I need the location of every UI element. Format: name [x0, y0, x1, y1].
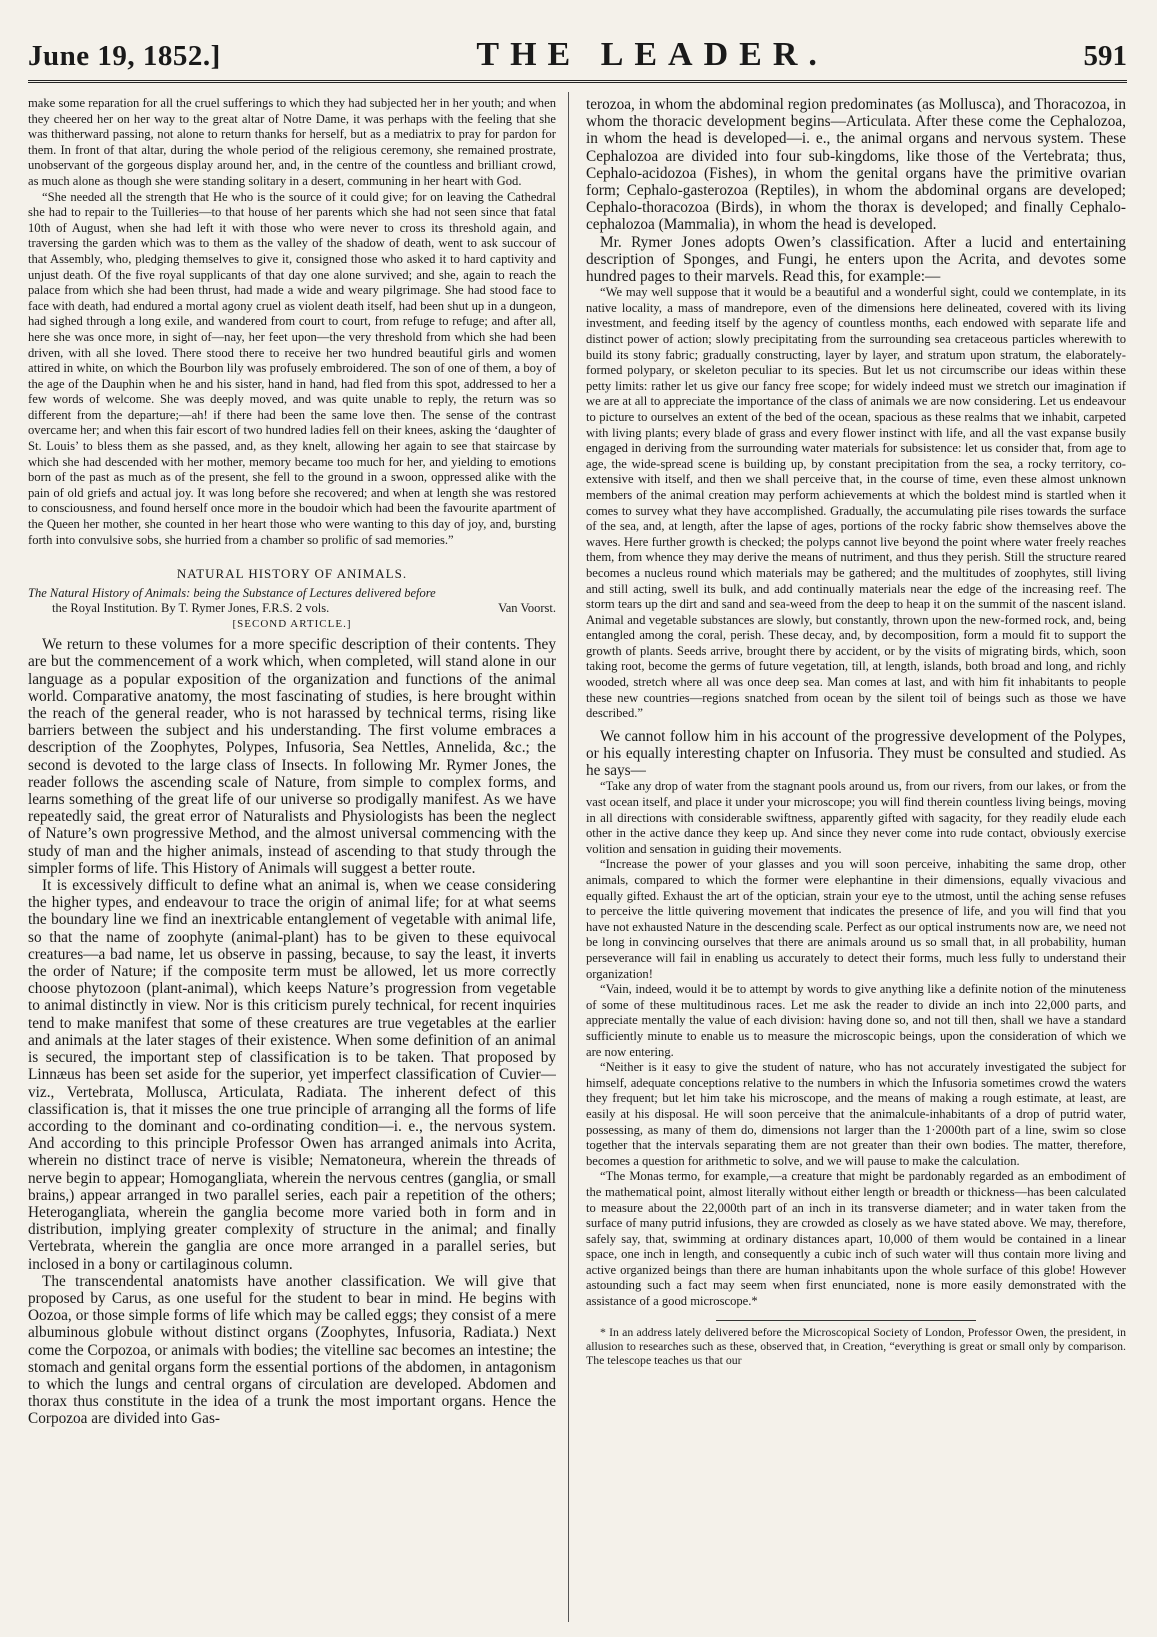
body-paragraph: It is excessively difficult to define what an animal is, when we cease considering the higher types, and endeavour to trace the origin of animal life; for at what seems the boundary line we find an inextricable entanglement of vegetable with animal life, so that the name of zoophyte (animal-plant) has to be given to these equivocal creatures—a bad name, let us observe in passing, because, to say the least, it inverts the order of Nature; if the composite term must be allowed, let us more correctly choose phytozoon (plant-animal), which keeps Nature’s progression from vegetable to animal distinctly in view. Nor is this criticism purely technical, for recent inquiries tend to make manifest that some of these creatures are true vegetables at the earlier and animals at the later stages of their existence. When some definition of an animal is secured, the important step of classification is to be taken. That proposed by Linnæus has been set aside for the superior, yet imperfect classification of Cuvier—viz., Vertebrata, Mollusca, Articulata, Radiata. The inherent defect of this classification is, that it misses the one true principle of arranging all the forms of life according to the dominant and co-ordinating condition—i. e., the nervous system. And according to this principle Professor Owen has arranged animals into Acrita, wherein no distinct trace of nerve is visible; Nematoneura, wherein the threads of nerve begin to appear; Homogangliata, wherein the nervous centres (ganglia, or small brains,) appear arranged in two parallel series, each pair a repetition of the others; Heterogangliata, wherein the ganglia become more varied both in form and in distribution, implying greater complexity of structure in the animal; and finally Vertebrata, wherein the ganglia are once more arranged in a parallel series, but inclosed in a bony or cartilaginous column.	[28, 877, 556, 1273]
footnote: * In an address lately delivered before the Microscopical Society of London, Professor Owen, the president, in allusion to researches such as these, observed that, in Creation, “everything is great or small only by comparison. The telescope teaches us that our	[586, 1324, 1126, 1367]
body-paragraph: We cannot follow him in his account of the progressive development of the Polypes, or his equally interesting chapter on Infusoria. They must be consulted and studied. As he says—	[586, 727, 1126, 780]
body-paragraph: terozoa, in whom the abdominal region predominates (as Mollusca), and Thoracozoa, in whom the thoracic development begins—Articulata. After these come the Cephalozoa, in whom the head is developed—i. e., the animal organs and nervous system. These Cephalozoa are divided into four sub-kingdoms, like those of the Vertebrata; thus, Cephalo-acidozoa (Fishes), in whom the genital organs have the primitive ovarian form; Cephalo-gasterozoa (Reptiles), in whom the abdominal organs are developed; Cephalo-thoracozoa (Birds), in whom the thorax is developed; and finally Cephalo-cephalozoa (Mammalia), in whom the head is developed.	[586, 96, 1126, 234]
quote-paragraph: “The Monas termo, for example,—a creature that might be pardonably regarded as an embodiment of the mathematical point, almost literally without either length or breadth or thickness—has been calculated to measure about the 22,000th part of an inch in its transverse diameter; and in water taken from the surface of many putrid infusions, they are crowded as closely as we have stated above. We may, therefore, safely say, that, swimming at ordinary distances apart, 10,000 of them would be contained in a linear space, one inch in length, and consequently a cubic inch of such water will thus contain more living and active organized beings than there are human inhabitants upon the whole surface of this globe! However astounding such a fact may seem when first enunciated, none is more easily demonstrated with the assistance of a good microscope.*	[586, 1169, 1126, 1309]
book-meta	[28, 601, 556, 616]
quote-paragraph: “Neither is it easy to give the student of nature, who has not accurately investigated the subject for himself, adequate conceptions relative to the numbers in which the Infusoria sometimes crowd the waters they frequent; but let him take his microscope, and the means of making a rough estimate, at least, are easily at his disposal. He will soon perceive that the animalcule-inhabitants of a drop of putrid water, possessing, as many of them do, dimensions not larger than the 1·2000th part of a line, swim so close together that the intervals separating them are not greater than their own bodies. The matter, therefore, becomes a question for arithmetic to solve, and we will pause to make the calculation.	[586, 1060, 1126, 1168]
book-publisher: Van Voorst.	[498, 601, 556, 616]
right-column	[586, 96, 1126, 1626]
book-author: the Royal Institution. By T. Rymer Jones, F.R.S. 2 vols.	[52, 601, 330, 616]
footnote-rule	[716, 1320, 976, 1321]
body-paragraph: We return to these volumes for a more specific description of their contents. They are but the commencement of a work which, when completed, will stand alone in our language as a popular exposition of the organization and functions of the animal world. Comparative anatomy, the most fascinating of studies, is here brought within the reach of the general reader, who is not harassed by technical terms, rising like barriers between the subject and his understanding. The first volume embraces a description of the Zoophytes, Polypes, Infusoria, Sea Nettles, Annelida, &c.; the second is devoted to the large class of Insects. In following Mr. Rymer Jones, the reader follows the ascending scale of Nature, from simple to complex forms, and learns something of the great life of our universe so prodigally manifest. As we have repeatedly said, the great error of Naturalists and Physiologists has been the neglect of Nature’s own progressive Method, and the almost universal commencing with the study of man and the higher animals, instead of ascending to that study through the simpler forms of life. This History of Animals will suggest a better route.	[28, 636, 556, 877]
section-title: NATURAL HISTORY OF ANIMALS.	[176, 566, 408, 582]
quote-paragraph: “She needed all the strength that He who is the source of it could give; for on leaving the Cathedral she had to repair to the Tuilleries—to that house of her parents which she had not seen since that fatal 10th of August, when she had left it with those who were never to cross its threshold again, and traversing the garden which was to them as the valley of the shadow of death, went to ask succour of that Assembly, who, pledging themselves to give it, consigned those who asked it to hard captivity and unjust death. Of the five royal supplicants of that day one alone survived; and she, again to reach the palace from which she had been thrust, had made a wide and weary pilgrimage. She had stood face to face with death, had endured a mortal agony cruel as violent death itself, had been shut up in a dungeon, had sighed through a long exile, and wandered from court to court, from refuge to refuge; and after all, here she was once more, in sight of—nay, her feet upon—the very threshold from which she had been driven, with all she loved. There stood there to receive her two hundred beautiful girls and women attired in white, on which the Bourbon lily was profusely embroidered. The son of one of them, a boy of the age of the Dauphin when he and his sister, hand in hand, had fled from this spot, addressed to her a few words of welcome. She was deeply moved, and was quite unable to reply, the return was so different from the departure;—ah! if there had been the same love then. The sense of the contrast overcame her; and when this fair escort of two hundred ladies fell on their knees, asking the ‘daughter of St. Louis’ to bless them as she passed, and, as they knelt, allowing her again to see that staircase by which she had descended with her mother, memory became too much for her, and yielding to emotions born of the past as much as of the present, she fell to the ground in a swoon, oppressed alike with the pain of old griefs and actual joy. It was long before she recovered; and when at length she was restored to consciousness, and found herself once more in the boudoir which had been the favourite apartment of the Queen her mother, she counted in her heart those who were wanting to this day of joy, and, bursting forth into convulsive sobs, she hurried from a chamber so prolific of sad memories.”	[28, 189, 556, 547]
quote-paragraph: “Take any drop of water from the stagnant pools around us, from our rivers, from our lakes, or from the vast ocean itself, and place it under your microscope; you will find therein countless living beings, moving in all directions with considerable swiftness, apparently gifted with sagacity, for they readily elude each other in the active dance they keep up. And since they never come into rude contact, obviously exercise volition and sensation in guiding their movements.	[586, 779, 1126, 856]
quote-paragraph: “Vain, indeed, would it be to attempt by words to give anything like a definite notion of the minuteness of some of these multitudinous races. Let me ask the reader to divide an inch into 22,000 parts, and appreciate mentally the value of each division: having done so, and not till then, shall we have a standard sufficiently minute to enable us to measure the microscopic beings, upon the consideration of which we are now entering.	[586, 982, 1126, 1059]
newspaper-title: THE LEADER.	[476, 36, 828, 73]
quote-paragraph: “Increase the power of your glasses and you will soon perceive, inhabiting the same drop, other animals, compared to which the former were elephantine in their dimensions, equally vivacious and equally gifted. Exhaust the art of the optician, strain your eye to the utmost, until the aching sense refuses to perceive the little quivering movement that indicates the presence of life, and you will find that you have not exhausted Nature in the descending scale. Perfect as our optical instruments now are, we need not be long in convincing ourselves that there are animals around us so small that, in all probability, human perseverance will fail in enabling us accurately to detect their forms, much less fully to understand their organization!	[586, 857, 1126, 981]
left-column	[28, 96, 556, 1626]
article-note: [SECOND ARTICLE.]	[232, 618, 352, 631]
body-paragraph: The transcendental anatomists have another classification. We will give that proposed by Carus, as one useful for the student to bear in mind. He begins with Oozoa, or those simple forms of life which may be called eggs; they consist of a mere albuminous globule without distinct organs (Zoophytes, Infusoria, Radiata.) Next come the Corpozoa, or animals with bodies; the vitelline sac becomes an intestine; the stomach and genital organs form the essential portions of the abdomen, in antagonism to which the lungs and central organs of circulation are developed. Abdomen and thorax thus constitute in the idea of a trunk the most important organs. Hence the Corpozoa are divided into Gas-	[28, 1272, 556, 1428]
book-title: The Natural History of Animals: being the Substance of Lectures delivered before	[28, 586, 436, 601]
quote-paragraph: “We may well suppose that it would be a beautiful and a wonderful sight, could we contemplate, in its native locality, a mass of mandrepore, even of the dimensions here delineated, covered with its living investment, and feeding itself by the agency of countless months, each endowed with separate life and distinct power of action; slowly precipitating from the surrounding sea cretaceous particles wherewith to build its stony fabric; gradually constructing, layer by layer, and stratum upon stratum, the elaborately-formed polypary, or skeleton peculiar to its species. But let us not circumscribe our ideas within these petty limits: rather let us give our fancy free scope; for widely indeed must we stretch our imagination if we are at all to appreciate the importance of the class of animals we are now considering. Let us endeavour to picture to ourselves an extent of the bed of the ocean, spacious as these realms that we inhabit, carpeted with living plants; every blade of grass and every flower instinct with life, and all the vast expanse busily engaged in deriving from the surrounding water materials for subsistence: let us consider that, from age to age, the wide-spread scene is building up, by constant precipitation from the sea, a rocky territory, co-extensive with itself, and then we shall perceive that, in the course of time, even these almost unknown members of the animal creation may perform achievements at which the boldest mind is startled when it comes to survey what they have accomplished. Gradually, the accumulating pile rises towards the surface of the sea, and, at length, after the lapse of ages, portions of the rocky fabric show themselves above the waves. Here further growth is checked; the polyps cannot live beyond the point where water freely reaches them, from whence they may derive the means of nutriment, and thus they perish. Still the structure reared becomes a nucleus round which materials may be gathered; and the multitudes of zoophytes, still living and still acting, swell its bulk, and add continually materials near the edge of the increasing reef. The storm tears up the dirt and sand and sea-weed from the deep to heap it on the summit of the nascent island. Animal and vegetable substances are slowly, but constantly, thrown upon the new-formed rock, and, being entangled among the coral, perish. These decay, and, by decomposition, form a mould fit to support the growth of plants. Seeds arrive, brought there by accident, or by the visits of migrating birds, which, soon taking root, become the germs of future vegetation, till, at length, islands, both broad and long, and richly wooded, stretch where all was once deep sea. Man comes at last, and with him fit inhabitants to people these new countries—regions snatched from ocean by the silent toil of beings such as those we have described.”	[586, 285, 1126, 721]
column-divider	[568, 92, 569, 1622]
page-number: 591	[1083, 40, 1127, 72]
issue-date: June 19, 1852.]	[28, 40, 221, 72]
body-paragraph: Mr. Rymer Jones adopts Owen’s classification. After a lucid and entertaining description of Sponges, and Fungi, he enters upon the Acrita, and devotes some hundred pages to their marvels. Read this, for example:—	[586, 233, 1126, 286]
masthead	[28, 36, 1127, 83]
quote-paragraph: make some reparation for all the cruel sufferings to which they had subjected her in her youth; and when they cheered her on her way to the great altar of Notre Dame, it was perhaps with the feeling that she was thitherward passing, not alone to return thanks for herself, but as a mediatrix to pray for pardon for them. In front of that altar, during the whole period of the religious ceremony, she remained prostrate, unobservant of the gorgeous display around her, and, in the centre of the countless and brilliant crowd, as much alone as though she were standing solitary in a desert, communing in her heart with God.	[28, 96, 556, 188]
